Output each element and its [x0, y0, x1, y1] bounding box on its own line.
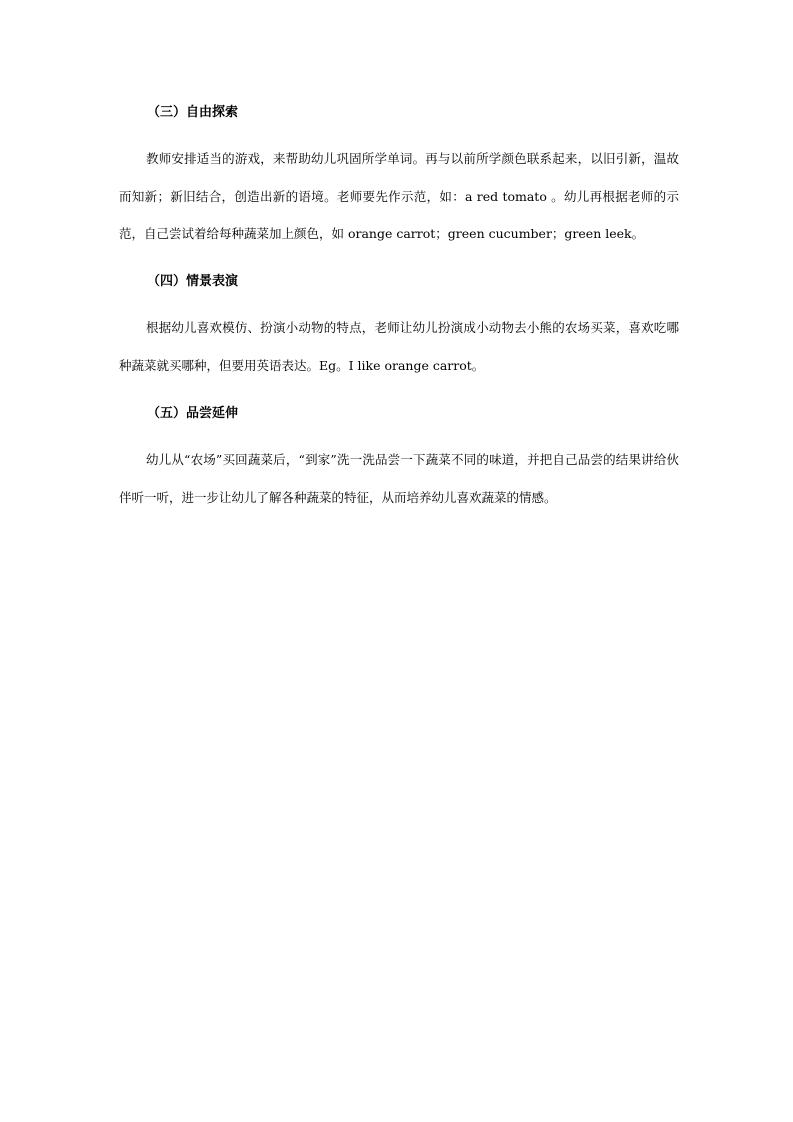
- section-paragraph: 幼儿从“农场”买回蔬菜后，“到家”洗一洗品尝一下蔬菜不同的味道，并把自己品尝的结果讲给伙伴听一听，进一步让幼儿了解各种蔬菜的特征，从而培养幼儿喜欢蔬菜的情感。: [119, 452, 679, 505]
- section-paragraph: 教师安排适当的游戏，来帮助幼儿巩固所学单词。再与以前所学颜色联系起来，以旧引新，温故而知新；新旧结合，创造出新的语境。老师要先作示范，如：a red tomato 。幼儿再根据老师的示范，自己尝试着给每种蔬菜加上颜色，如 orange carrot；green cucumber；green leek。: [119, 151, 679, 241]
- section-free-exploration: [119, 104, 679, 253]
- section-heading: （五）品尝延伸: [147, 406, 239, 421]
- section-heading: （三）自由探索: [147, 105, 239, 120]
- section-heading: （四）情景表演: [147, 274, 239, 289]
- section-tasting-extension: [119, 405, 679, 516]
- section-paragraph: 根据幼儿喜欢模仿、扮演小动物的特点，老师让幼儿扮演成小动物去小熊的农场买菜，喜欢吃哪种蔬菜就买哪种，但要用英语表达。Eg。I like orange carrot。: [119, 320, 679, 373]
- section-role-play: [119, 273, 679, 384]
